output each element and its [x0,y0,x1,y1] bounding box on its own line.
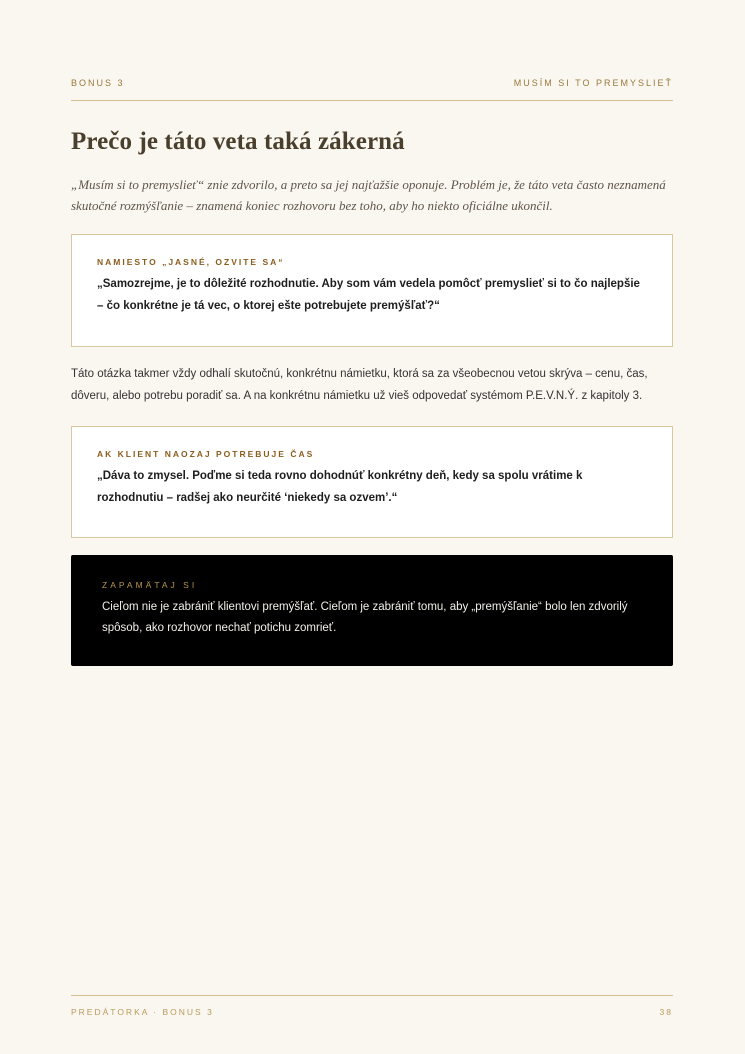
header-chapter-title: MUSÍM SI TO PREMYSLIEŤ [513,78,673,88]
alternative-phrase-quote: „Samozrejme, je to dôležité rozhodnutie. Aby som vám vedela pomôcť premyslieť si to čo najlepšie – čo konkrétne je tá vec, o ktorej ešte potrebujete premýšľať?“ [97,278,640,312]
alternative-phrase-box [71,234,673,347]
remember-label: ZAPAMÄTAJ SI [102,580,198,590]
page-footer [71,995,673,1016]
footer-book-label: PREDÁTORKA · BONUS 3 [71,1007,214,1017]
page-number: 38 [659,1007,673,1017]
client-needs-time-label: AK KLIENT NAOZAJ POTREBUJE ČAS [97,449,315,459]
alternative-phrase-label: NAMIESTO „JASNÉ, OZVITE SA“ [97,257,285,267]
section-title: Prečo je táto veta taká zákerná [71,128,405,155]
body-paragraph: Táto otázka takmer vždy odhalí skutočnú, konkrétnu námietku, ktorá sa za všeobecnou vetou skrýva – cenu, čas, dôveru, alebo potrebu poradiť sa. A na konkrétnu námietku už vieš odpovedať systémom P.E.V.N.Ý. z kapitoly 3. [71,368,648,402]
remember-callout [71,555,673,666]
client-needs-time-box [71,426,673,538]
client-needs-time-quote: „Dáva to zmysel. Poďme si teda rovno dohodnúť konkrétny deň, kedy sa spolu vrátime k rozhodnutiu – radšej ako neurčité ‘niekedy sa ozvem’.“ [97,470,583,504]
remember-text: Cieľom nie je zabrániť klientovi premýšľať. Cieľom je zabrániť tomu, aby „premýšľanie“ bolo len zdvorilý spôsob, ako rozhovor nechať potichu zomrieť. [102,601,628,634]
page-header [71,78,673,101]
header-section-label: BONUS 3 [71,78,125,88]
intro-paragraph: „Musím si to premyslieť“ znie zdvorilo, a preto sa jej najťažšie oponuje. Problém je, že táto veta často neznamená skutočné rozmýšľanie – znamená koniec rozhovoru bez toho, aby ho niekto oficiálne ukončil. [71,177,666,213]
